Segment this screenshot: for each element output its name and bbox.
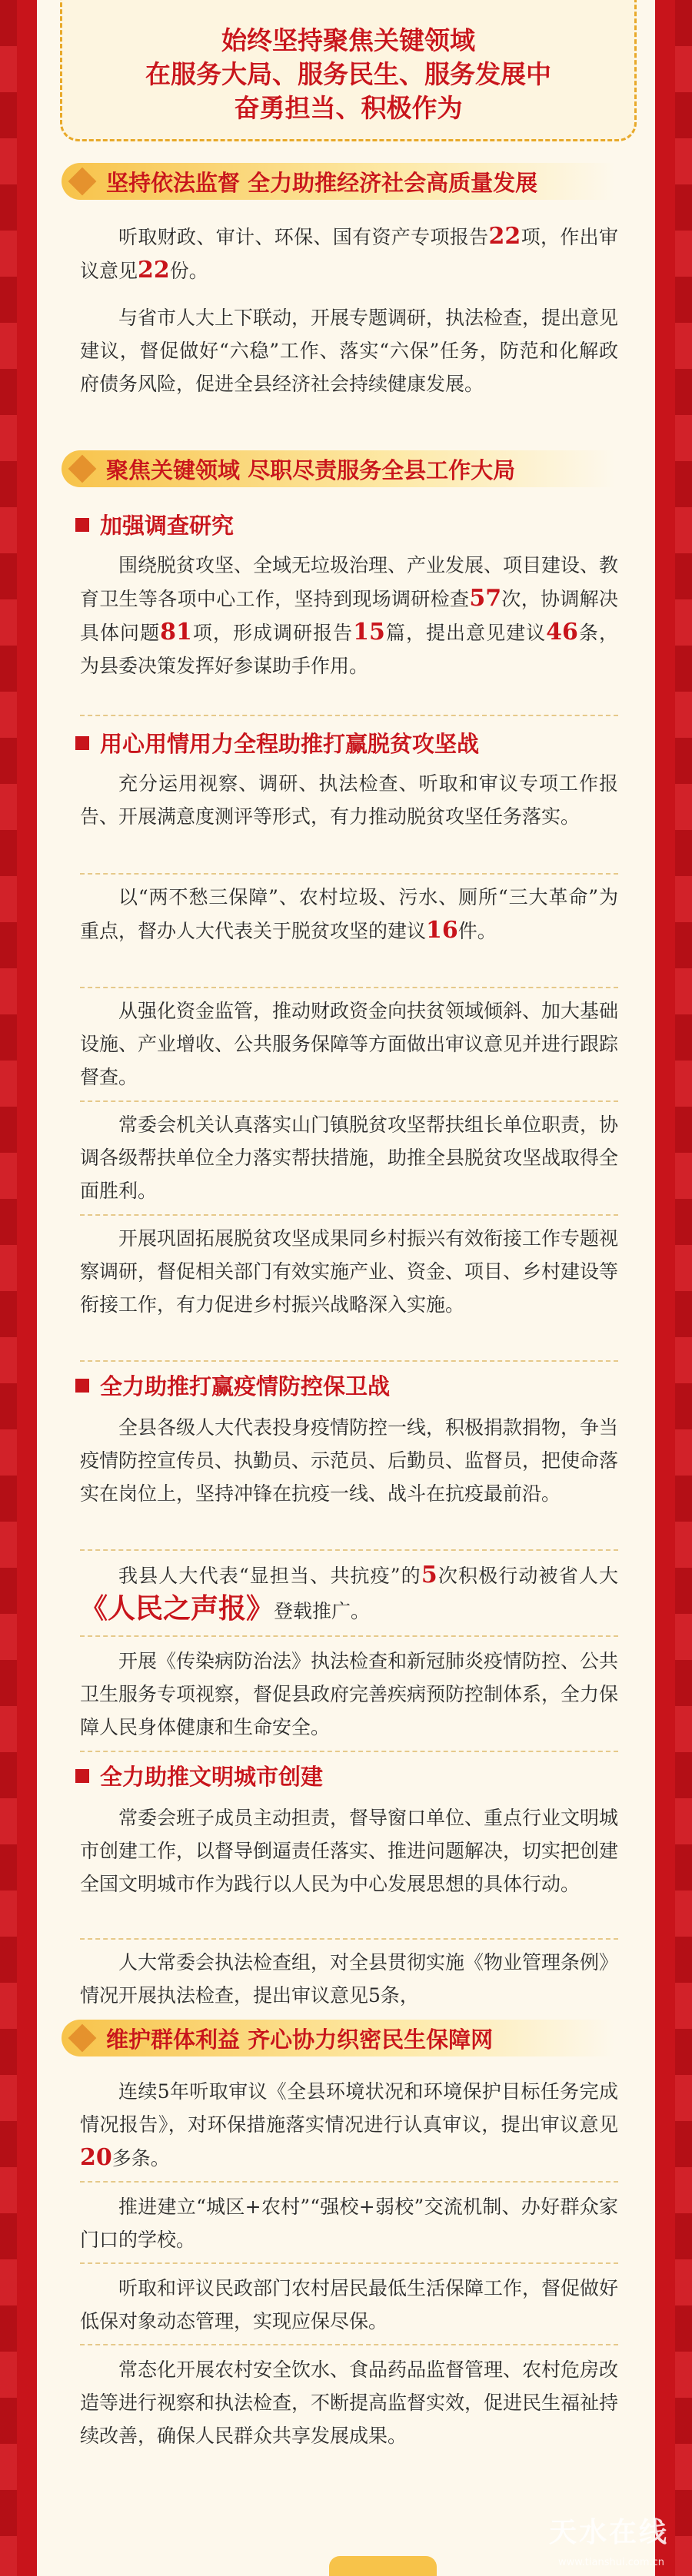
divider — [80, 987, 618, 988]
square-bullet-icon — [75, 736, 89, 750]
content-paper — [37, 0, 655, 2576]
title-line-2: 在服务大局、服务民生、服务发展中 — [145, 59, 551, 89]
square-bullet-icon — [75, 518, 89, 532]
diamond-icon — [68, 455, 97, 483]
subheading: 加强调查研究 — [75, 509, 234, 540]
divider — [80, 2262, 618, 2264]
diamond-icon — [68, 2024, 97, 2053]
divider — [80, 1751, 618, 1752]
paragraph: 围绕脱贫攻坚、全域无垃圾治理、产业发展、项目建设、教育卫生等各项中心工作，坚持到现场调研检查57次，协调解决具体问题81项，形成调研报告15篇，提出意见建议46条，为县委决策发挥好参谋助手作用。 — [80, 554, 619, 677]
paragraph: 人大常委会执法检查组，对全县贯彻实施《物业管理条例》情况开展执法检查，提出审议意见5条， — [80, 1951, 619, 2007]
divider — [80, 2344, 618, 2345]
divider — [80, 2181, 618, 2183]
paragraph: 我县人大代表“显担当、共抗疫”的5次积极行动被省人大《人民之声报》登载推广。 — [80, 1562, 618, 1625]
paragraph: 充分运用视察、调研、执法检查、听取和审议专项工作报告、开展满意度测评等形式，有力推动脱贫攻坚任务落实。 — [80, 772, 618, 828]
section-heading-1: 坚持依法监督 全力助推经济社会高质量发展 — [62, 163, 615, 200]
square-bullet-icon — [75, 1769, 89, 1783]
title-line-1: 始终坚持聚焦关键领域 — [221, 25, 475, 55]
section-heading-2: 聚焦关键领域 尽职尽责服务全县工作大局 — [62, 450, 615, 487]
paragraph: 推进建立“城区+农村”“强校+弱校”交流机制、办好群众家门口的学校。 — [80, 2196, 618, 2251]
divider — [80, 1549, 618, 1551]
divider — [80, 873, 618, 875]
diamond-icon — [68, 168, 97, 196]
paragraph: 常委会机关认真落实山门镇脱贫攻坚帮扶组长单位职责，协调各级帮扶单位全力落实帮扶措施，助推全县脱贫攻坚战取得全面胜利。 — [80, 1114, 619, 1202]
footer-tab — [329, 2556, 437, 2576]
divider — [80, 1635, 618, 1637]
paragraph: 以“两不愁三保障”、农村垃圾、污水、厕所“三大革命”为重点，督办人大代表关于脱贫攻坚的建议16件。 — [80, 886, 618, 944]
paragraph: 与省市人大上下联动，开展专题调研，执法检查，提出意见建议，督促做好“六稳”工作、落实“六保”任务，防范和化解政府债务风险，促进全县经济社会持续健康发展。 — [80, 307, 619, 395]
title-box — [60, 0, 637, 141]
title-line-3: 奋勇担当、积极作为 — [234, 93, 463, 123]
divider — [80, 1360, 618, 1362]
right-border-stripe — [675, 0, 692, 2576]
page-title — [62, 0, 634, 125]
divider — [80, 715, 618, 716]
section-heading-3: 维护群体利益 齐心协力织密民生保障网 — [62, 2020, 615, 2056]
paragraph: 连续5年听取审议《全县环境状况和环境保护目标任务完成情况报告》，对环保措施落实情况进行认真审议，提出审议意见20多条。 — [80, 2080, 618, 2171]
paragraph: 常委会班子成员主动担责，督导窗口单位、重点行业文明城市创建工作，以督导倒逼责任落实、推进问题解决，切实把创建全国文明城市作为践行以人民为中心发展思想的具体行动。 — [80, 1807, 619, 1895]
paragraph: 常态化开展农村安全饮水、食品药品监督管理、农村危房改造等进行视察和执法检查，不断提高监督实效，促进民生福祉持续改善，确保人民群众共享发展成果。 — [80, 2359, 619, 2447]
watermark-url: www.tianshui.com.cn — [557, 2557, 664, 2568]
divider — [80, 1938, 618, 1940]
divider — [80, 1214, 618, 1216]
subheading: 全力助推打赢疫情防控保卫战 — [75, 1369, 390, 1401]
paragraph: 听取财政、审计、环保、国有资产专项报告22项，作出审议意见22份。 — [80, 223, 618, 284]
paragraph: 全县各级人大代表投身疫情防控一线，积极捐款捐物，争当疫情防控宣传员、执勤员、示范员、后勤员、监督员，把使命落实在岗位上，坚持冲锋在抗疫一线、战斗在抗疫最前沿。 — [80, 1416, 619, 1505]
paragraph: 开展巩固拓展脱贫攻坚成果同乡村振兴有效衔接工作专题视察调研，督促相关部门有效实施产业、资金、项目、乡村建设等衔接工作，有力促进乡村振兴战略深入实施。 — [80, 1227, 619, 1316]
paragraph: 开展《传染病防治法》执法检查和新冠肺炎疫情防控、公共卫生服务专项视察，督促县政府完善疾病预防控制体系，全力保障人民身体健康和生命安全。 — [80, 1650, 619, 1738]
subheading: 全力助推文明城市创建 — [75, 1760, 323, 1791]
watermark-logo: 天水在线 — [548, 2517, 669, 2548]
subheading: 用心用情用力全程助推打赢脱贫攻坚战 — [75, 727, 479, 759]
left-border-stripe — [0, 0, 17, 2576]
paragraph: 听取和评议民政部门农村居民最低生活保障工作，督促做好低保对象动态管理，实现应保尽保。 — [80, 2277, 619, 2332]
square-bullet-icon — [75, 1379, 89, 1393]
divider — [80, 1100, 618, 1102]
paragraph: 从强化资金监管，推动财政资金向扶贫领域倾斜、加大基础设施、产业增收、公共服务保障等方面做出审议意见并进行跟踪督查。 — [80, 1000, 619, 1088]
